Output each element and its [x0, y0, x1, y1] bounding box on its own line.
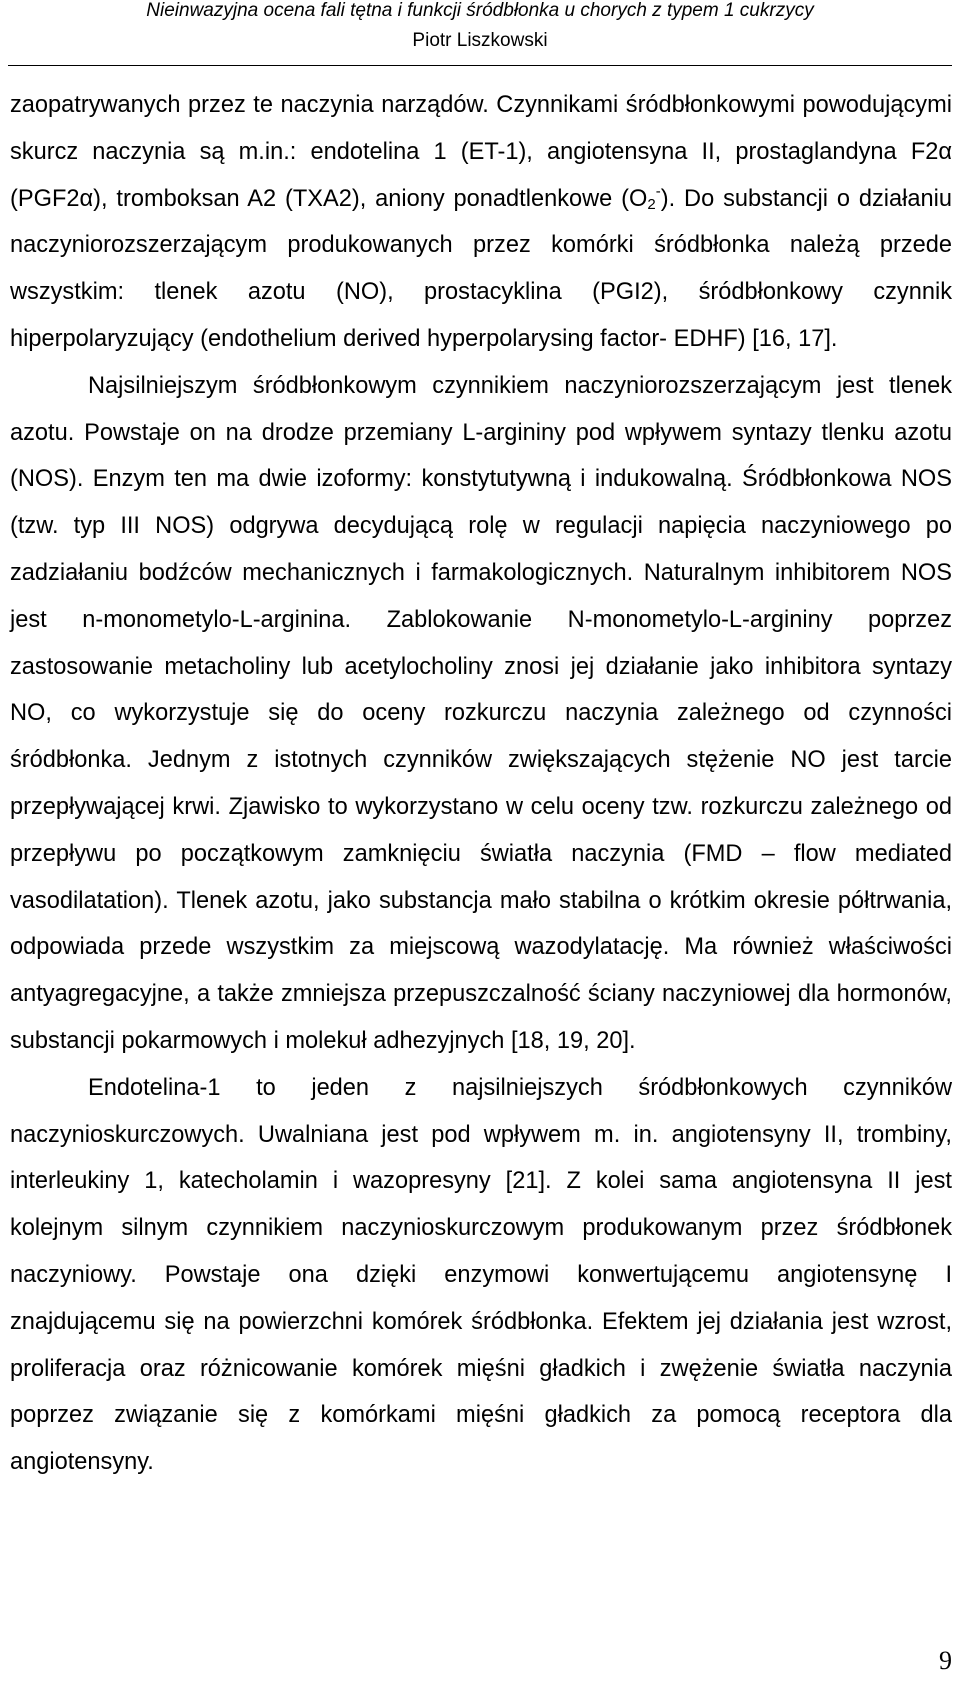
page-header: [0, 0, 960, 54]
paragraph-3: Endotelina-1 to jeden z najsilniejszych śródbłonkowych czynników naczynioskurczowych. Uwalniana jest pod wpływem m. in. angiotensyny II, trombiny, interleukiny 1, katecholamin i wazopresyny [21]. Z kolei sama angiotensyna II jest kolejnym silnym czynnikiem naczynioskurczowym produkowanym przez śródbłonek naczyniowy. Powstaje ona dzięki enzymowi konwertującemu angiotensynę I znajdującemu się na powierzchni komórek śródbłonka. Efektem jej działania jest wzrost, proliferacja oraz różnicowanie komórek mięśni gładkich i zwężenie światła naczynia poprzez związanie się z komórkami mięśni gładkich za pomocą receptora dla angiotensyny.: [10, 1074, 952, 1476]
paragraph-1: [10, 82, 952, 363]
page-number: 9: [939, 1646, 952, 1675]
paragraph-1-text-a: zaopatrywanych przez te naczynia narządów. Czynnikami śródbłonkowymi powodującymi skurcz naczynia są m.in.: endotelina 1 (ET-1), angiotensyna II, prostaglandyna F2α (PGF2α), tromboksan A2 (TXA2), aniony ponadtlenkowe (O: [10, 92, 952, 212]
paragraph-1-text-b: ). Do substancji o działaniu naczyniorozszerzającym produkowanych przez komórki śródbłonka należą przede wszystkim: tlenek azotu (NO), prostacyklina (PGI2), śródbłonkowy czynnik hiperpolaryzujący (endothelium derived hyperpolarysing factor- EDHF) [16, 17].: [10, 185, 952, 352]
body-text: [10, 82, 952, 1486]
paragraph-2: Najsilniejszym śródbłonkowym czynnikiem naczyniorozszerzającym jest tlenek azotu. Powstaje on na drodze przemiany L-argininy pod wpływem syntazy tlenku azotu (NOS). Enzym ten ma dwie izoformy: konstytutywną i indukowalną. Śródbłonkowa NOS (tzw. typ III NOS) odgrywa decydującą rolę w regulacji napięcia naczyniowego po zadziałaniu bodźców mechanicznych i farmakologicznych. Naturalnym inhibitorem NOS jest n-monometylo-L-arginina. Zablokowanie N-monometylo-L-argininy poprzez zastosowanie metacholiny lub acetylocholiny znosi jej działanie jako inhibitora syntazy NO, co wykorzystuje się do oceny rozkurczu naczynia zależnego od czynności śródbłonka. Jednym z istotnych czynników zwiększających stężenie NO jest tarcie przepływającej krwi. Zjawisko to wykorzystano w celu oceny tzw. rozkurczu zależnego od przepływu po początkowym zamknięciu światła naczynia (FMD – flow mediated vasodilatation). Tlenek azotu, jako substancja mało stabilna o krótkim okresie półtrwania, odpowiada przede wszystkim za miejscową wazodylatację. Ma również właściwości antyagregacyjne, a także zmniejsza przepuszczalność ściany naczyniowej dla hormonów, substancji pokarmowych i molekuł adhezyjnych [18, 19, 20].: [10, 372, 952, 1054]
author-name: Piotr Liszkowski: [412, 30, 548, 51]
charge-superscript: -: [655, 182, 661, 200]
oxygen-subscript: 2: [647, 195, 656, 213]
running-title: Nieinwazyjna ocena fali tętna i funkcji śródbłonka u chorych z typem 1 cukrzycy: [146, 0, 814, 21]
header-divider: [8, 65, 952, 66]
